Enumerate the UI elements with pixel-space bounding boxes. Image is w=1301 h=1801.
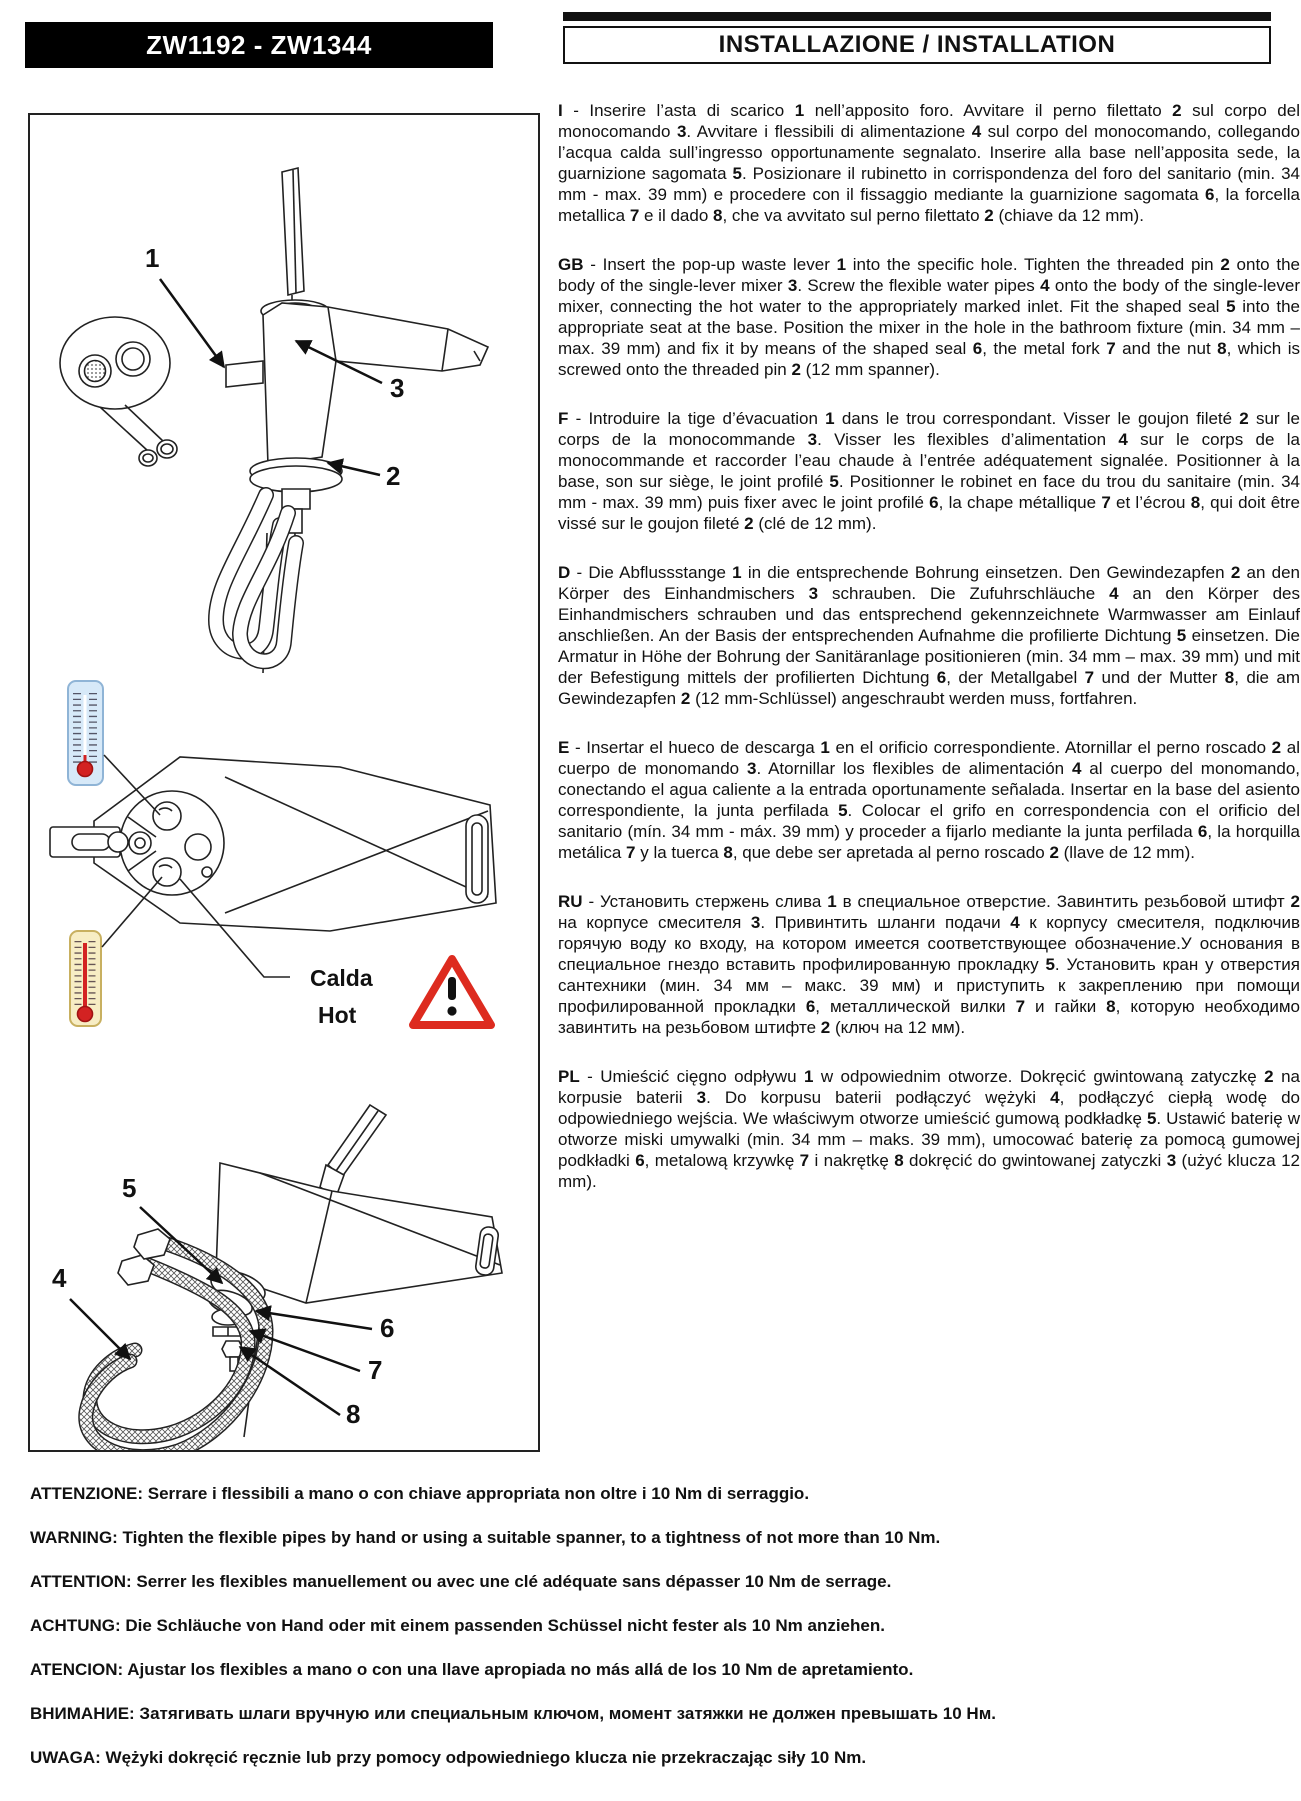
model-code-box [25,22,493,68]
fixing-clip [50,827,128,857]
figure-mixer-underside [50,681,496,1028]
instruction-paragraph-fr: F - Introduire la tige d’évacuation 1 dans le trou correspondant. Visser le goujon fileté 2 sur le corps de la monocommande 3. Visser les flexibles d’alimentation 4 sur le corps de la monocommande et raccorder l’eau chaude à l’entrée adéquatement signalée. Positionner à la base, son sur siège, le joint profilé 5. Positionner le robinet en face du trou du sanitaire (min. 34 mm - max. 39 mm) puis fixer avec le joint profilé 6, la chape métallique 7 et l’écrou 8, qui doit être vissé sur le goujon fileté 2 (clé de 12 mm). [558,409,1301,533]
instruction-paragraph-gb: GB - Insert the pop-up waste lever 1 into the specific hole. Tighten the threaded pin 2 onto the body of the single-lever mixer 3. Screw the flexible water pipes 4 onto the body of the single-lever mixer, connecting the hot water to the appropriately marked inlet. Fit the shaped seal 5 into the appropriate seat at the base. Position the mixer in the hole in the bathroom fixture (min. 34 mm – max. 39 mm) and fix it by means of the shaped seal 6, the metal fork 7 and the nut 8, which is screwed onto the threaded pin 2 (12 mm spanner). [558,255,1300,379]
figure-mixer-fixing [52,1105,502,1450]
part-label-4: 4 [52,1263,67,1293]
mixer-underside-base [120,791,224,895]
part-label-3: 3 [390,373,405,403]
warning-line-it: ATTENZIONE: Serrare i flessibili a mano o con chiave appropriata non oltre i 10 Nm di serraggio. [30,1484,810,1503]
warning-line-gb: WARNING: Tighten the flexible pipes by hand or using a suitable spanner, to a tightness of not more than 10 Nm. [30,1528,941,1547]
instruction-paragraph-de: D - Die Abflussstange 1 in die entsprechende Bohrung einsetzen. Den Gewindezapfen 2 an den Körper des Einhandmischers 3 schrauben. Die Zufuhrschläuche 4 an den Körper des Einhandmischers schrauben und das entsprechend gekennzeichnete Warmwasser am Einlauf anschließen. An der Basis der entsprechenden Aufnahme die profilierte Dichtung 5 einsetzen. Die Armatur in Höhe der Bohrung der Sanitäranlage positionieren (min. 34 mm – max. 39 mm) und mit der Befestigung mittels der profilierten Dichtung 6, der Metallgabel 7 und der Mutter 8, die am Gewindezapfen 2 (12 mm-Schlüssel) angeschraubt werden muss, fortfahren. [558,563,1301,708]
supply-hoses [216,495,296,661]
part-label-1: 1 [145,243,160,273]
warning-line-de: ACHTUNG: Die Schläuche von Hand oder mit einem passenden Schüssel nicht fester als 10 Nm anziehen. [30,1616,885,1635]
hot-inlet-label-it: Calda [310,965,373,991]
instructions-column [558,100,1300,1220]
hot-thermometer-icon [70,931,101,1026]
instruction-paragraph-pl: PL - Umieścić cięgno odpływu 1 w odpowiednim otworze. Dokręcić gwintowaną zatyczkę 2 na korpusie baterii 3. Do korpusu baterii podłączyć wężyki 4, podłączyć ciepłą wodę do odpowiedniego wejścia. We właściwym otworze umieścić gumową podkładkę 5. Ustawić baterię w otworze miski umywalki (min. 34 mm – maks. 39 mm), umocować baterię za pomocą gumowej podkładki 6, metalową krzywkę 7 i nakrętkę 8 dokręcić do gwintowanej zatyczki 3 (użyć klucza 12 mm). [558,1067,1300,1191]
instruction-paragraph-ru: RU - Установить стержень слива 1 в специальное отверстие. Завинтить резьбовой штифт 2 на корпусе смесителя 3. Привинтить шланги подачи 4 к корпусу смесителя, подключив горячую воду ко входу, на котором имеется соответствующее обозначение.У основания в специальное гнездо вставить профилированную прокладку 5. Установить кран у отверстия сантехники (мин. 34 мм – макс. 39 мм) и приступить к закреплению при помощи профилированной прокладки 6, металлической вилки 7 и гайки 8, которую необходимо завинтить на резьбовом штифте 2 (ключ на 12 мм). [558,892,1300,1037]
cold-thermometer-icon [68,681,103,785]
installation-diagram-panel [28,113,540,1452]
warning-line-ru: ВНИМАНИЕ: Затягивать шлаги вручную или специальным ключом, момент затяжки не должен превышать 10 Нм. [30,1704,996,1723]
part-label-2: 2 [386,461,401,491]
mixer-body [226,303,488,465]
aerator-detail-balloon [60,317,177,466]
instruction-paragraph-es: E - Insertar el hueco de descarga 1 en el orificio correspondiente. Atornillar el perno roscado 2 al cuerpo de monomando 3. Atornillar los flexibles de alimentación 4 al cuerpo del monomando, conectando el agua caliente a la entrada oportunamente señalada. Insertar en la base del asiento correspondiente, la junta perfilada 5. Colocar el grifo en correspondencia con el orificio del sanitario (mín. 34 mm - máx. 39 mm) y proceder a fijarlo mediante la junta perfilada 6, la horquilla metálica 7 y la tuerca 8, que debe ser apretada al perno roscado 2 (llave de 12 mm). [558,738,1301,862]
tilted-mixer-body [216,1105,502,1303]
torque-warnings [30,1483,1275,1791]
header-rule [563,12,1271,21]
model-code: ZW1192 - ZW1344 [146,29,372,60]
warning-line-fr: ATTENTION: Serrer les flexibles manuellement ou avec une clé adéquate sans dépasser 10 Nm de serrage. [30,1572,892,1591]
figure-mixer-assembly [60,168,488,673]
part-label-7: 7 [368,1355,383,1385]
part-label-5: 5 [122,1173,137,1203]
warning-triangle-icon [413,959,491,1025]
instruction-paragraph-it: I - Inserire l’asta di scarico 1 nell’apposito foro. Avvitare il perno filettato 2 sul corpo del monocomando 3. Avvitare i flessibili di alimentazione 4 sul corpo del monocomando, collegando l’acqua calda sull’ingresso opportunamente segnalato. Inserire alla base nell’apposita sede, la guarnizione sagomata 5. Posizionare il rubinetto in corrispondenza del foro del sanitario (min. 34 mm - max. 39 mm) e procedere con il fissaggio mediante la guarnizione sagomata 6, la forcella metallica 7 e il dado 8, che va avvitato sul perno filettato 2 (chiave da 12 mm). [558,101,1301,225]
section-title: INSTALLAZIONE / INSTALLATION [718,31,1116,58]
installation-diagram [30,115,538,1450]
part-label-8: 8 [346,1399,361,1429]
part-label-6: 6 [380,1313,395,1343]
warning-line-es: ATENCION: Ajustar los flexibles a mano o con una llave apropiada no más allá de los 10 Nm de apretamiento. [30,1660,914,1679]
callout-4 [52,1263,130,1359]
hot-inlet-label-en: Hot [318,1002,357,1028]
section-title-box [563,26,1271,64]
mixer-lever [282,168,304,307]
warning-line-pl: UWAGA: Wężyki dokręcić ręcznie lub przy pomocy odpowiedniego klucza nie przekraczając siły 10 Nm. [30,1748,867,1767]
callout-6 [256,1311,394,1343]
